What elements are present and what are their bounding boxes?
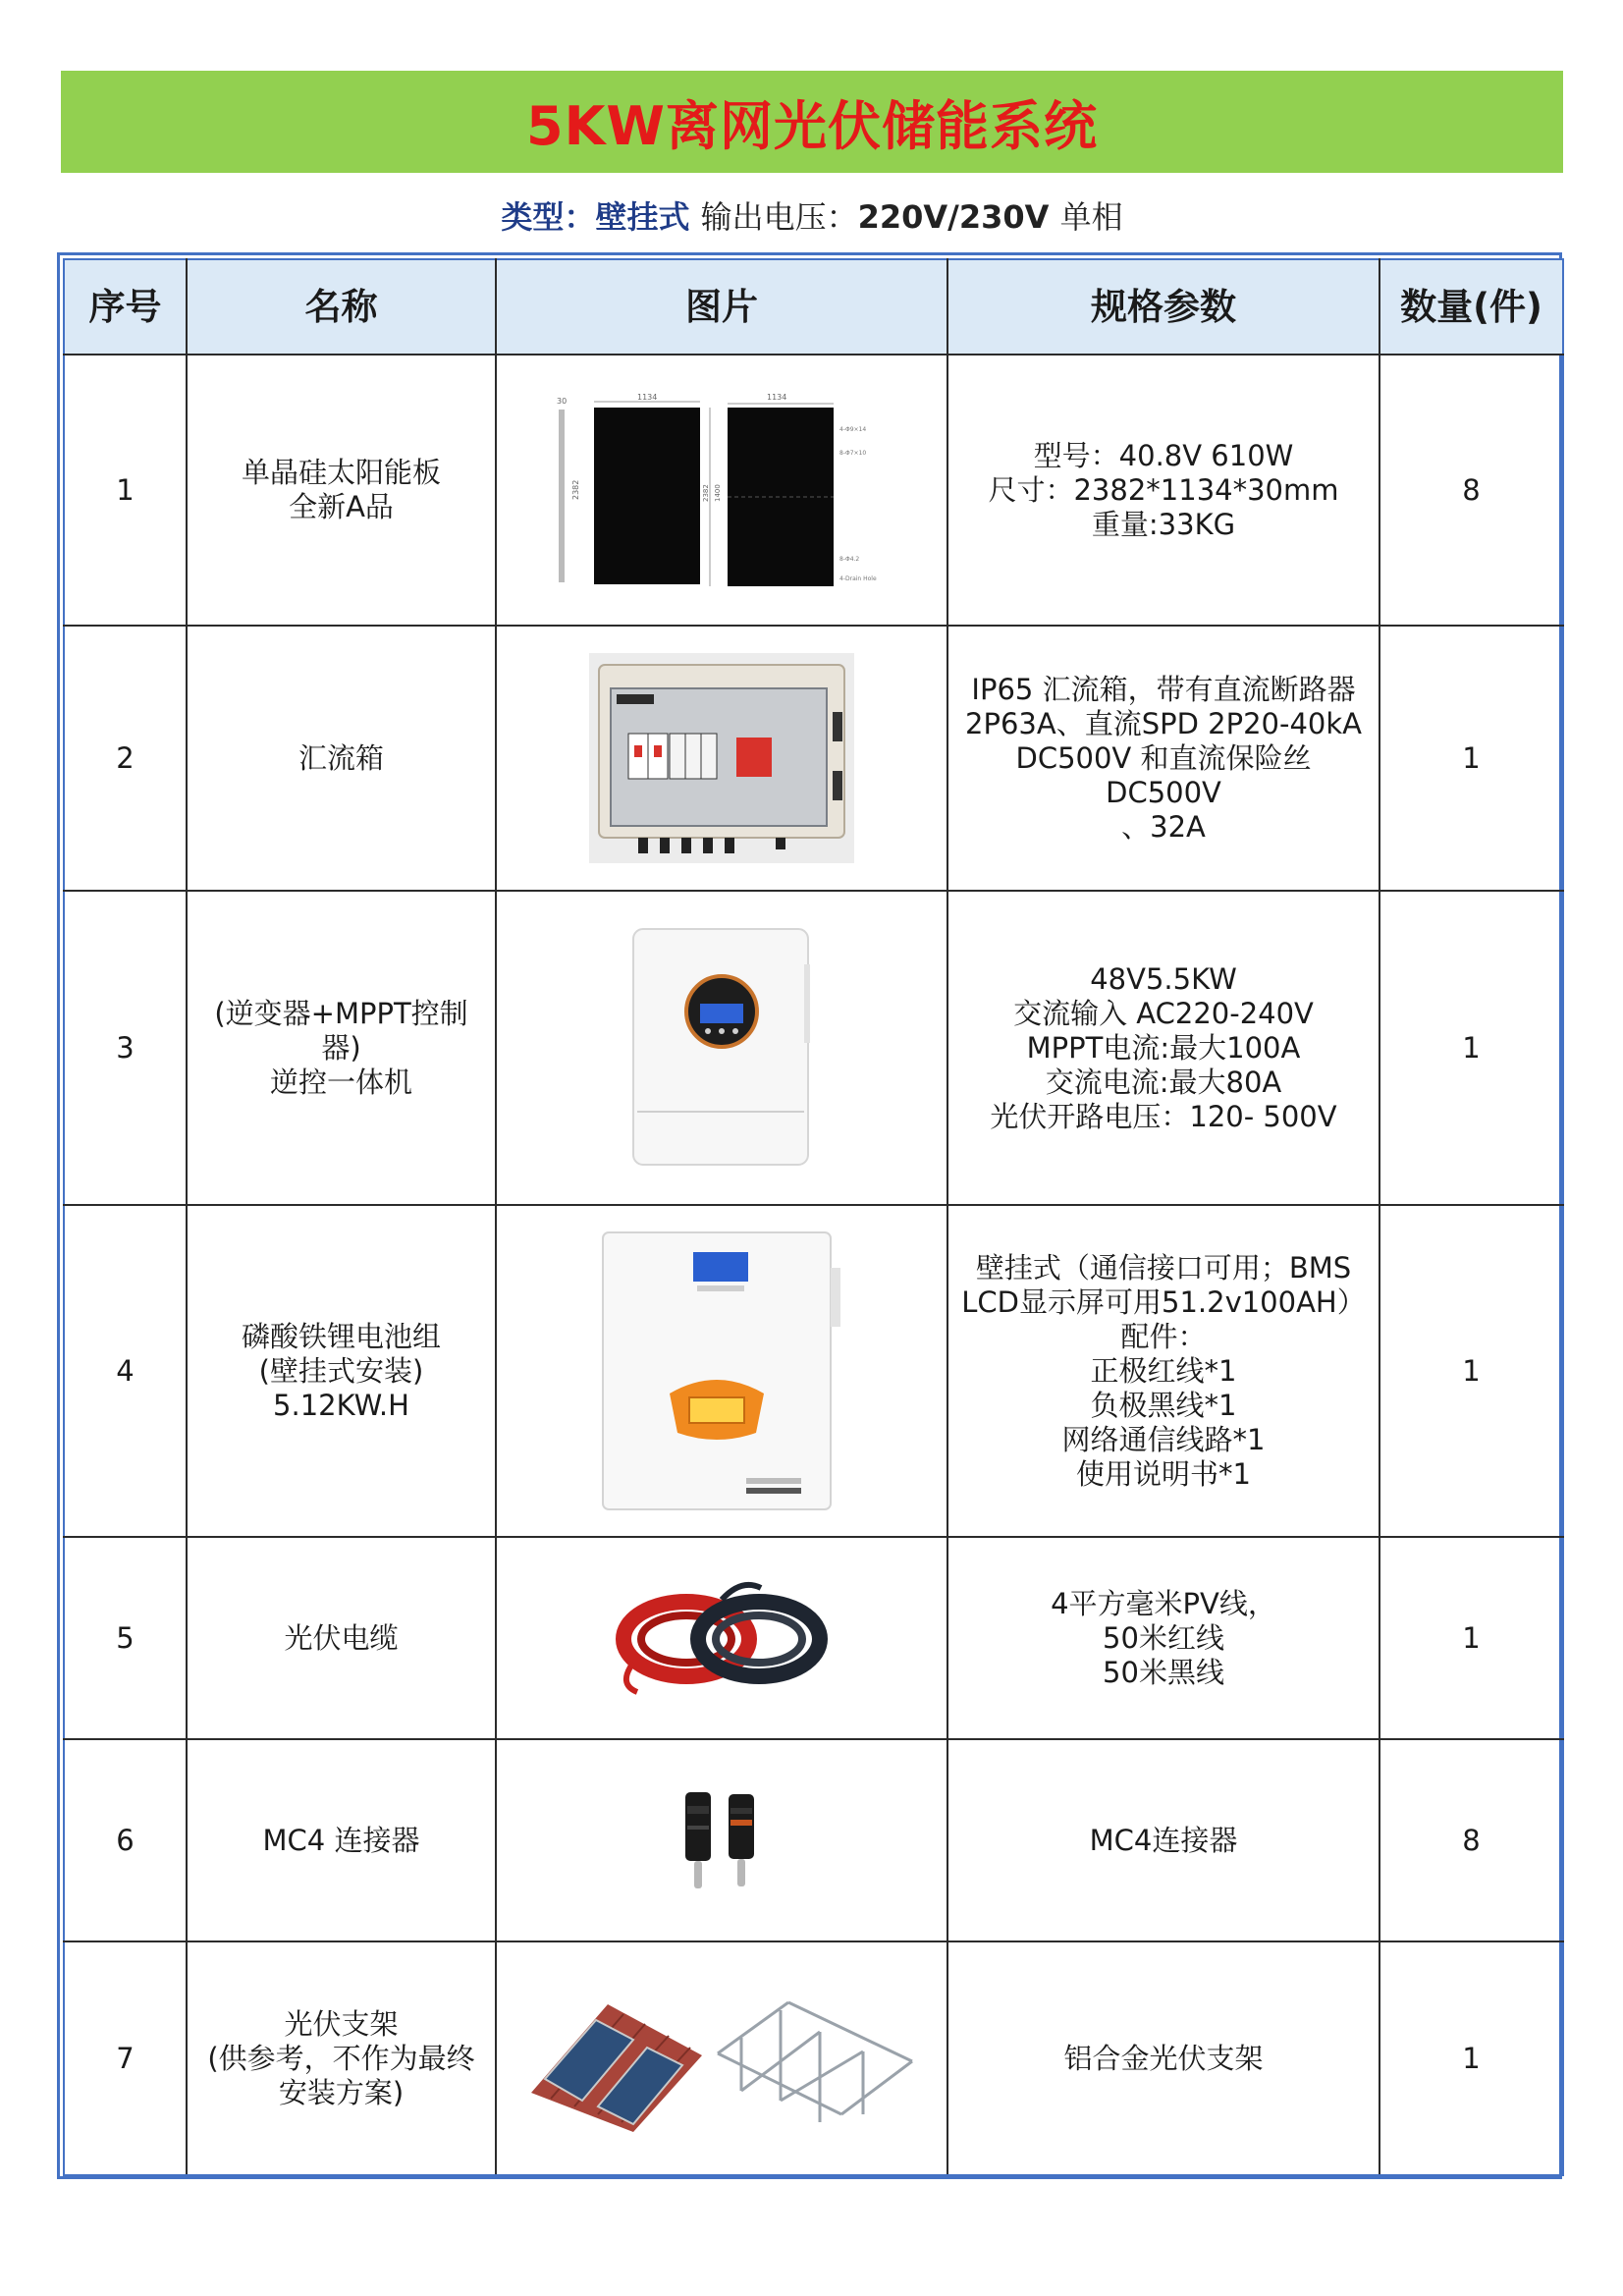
row-specs: IP65 汇流箱，带有直流断路器 2P63A、直流SPD 2P20-40kA DC500V 和直流保险丝 DC500V 、32A bbox=[947, 626, 1380, 891]
svg-text:2382: 2382 bbox=[571, 479, 580, 500]
row-image bbox=[496, 1739, 947, 1941]
row-no: 2 bbox=[64, 626, 187, 891]
row-image bbox=[496, 1941, 947, 2175]
table-row bbox=[64, 1537, 1563, 1739]
row-qty: 1 bbox=[1380, 626, 1563, 891]
mc4-connector-icon bbox=[658, 1786, 785, 1894]
voltage-label: 输出电压： bbox=[700, 198, 858, 236]
table-row bbox=[64, 1739, 1563, 1941]
svg-text:4-Drain Hole: 4-Drain Hole bbox=[839, 575, 877, 582]
row-image bbox=[496, 891, 947, 1205]
equipment-table bbox=[63, 258, 1564, 2176]
row-specs: 型号：40.8V 610W 尺寸：2382*1134*30mm 重量:33KG bbox=[947, 355, 1380, 626]
row-no: 3 bbox=[64, 891, 187, 1205]
row-specs: 48V5.5KW 交流输入 AC220-240V MPPT电流:最大100A 交流电流:最大80A 光伏开路电压：120- 500V bbox=[947, 891, 1380, 1205]
row-no: 6 bbox=[64, 1739, 187, 1941]
row-specs: 壁挂式（通信接口可用；BMS LCD显示屏可用51.2v100AH） 配件： 正极红线*1 负极黑线*1 网络通信线路*1 使用说明书*1 bbox=[947, 1205, 1380, 1537]
table-row bbox=[64, 1941, 1563, 2175]
row-name: 单晶硅太阳能板 全新A品 bbox=[187, 355, 496, 626]
row-name: 光伏电缆 bbox=[187, 1537, 496, 1739]
row-name: MC4 连接器 bbox=[187, 1739, 496, 1941]
row-name: 光伏支架 (供参考，不作为最终 安装方案) bbox=[187, 1941, 496, 2175]
subtitle bbox=[61, 192, 1563, 238]
row-qty: 1 bbox=[1380, 891, 1563, 1205]
row-qty: 1 bbox=[1380, 1537, 1563, 1739]
row-image bbox=[496, 1537, 947, 1739]
row-specs: 铝合金光伏支架 bbox=[947, 1941, 1380, 2175]
row-no: 4 bbox=[64, 1205, 187, 1537]
table-row bbox=[64, 891, 1563, 1205]
svg-text:2382: 2382 bbox=[702, 484, 710, 502]
combiner-box-icon bbox=[589, 653, 854, 863]
pv-mounting-bracket-icon bbox=[525, 1985, 918, 2132]
phase-label: 单相 bbox=[1059, 198, 1123, 236]
table-row bbox=[64, 355, 1563, 626]
row-name: (逆变器+MPPT控制 器) 逆控一体机 bbox=[187, 891, 496, 1205]
svg-text:30: 30 bbox=[557, 397, 568, 406]
svg-text:1400: 1400 bbox=[714, 484, 722, 502]
row-specs: 4平方毫米PV线， 50米红线 50米黑线 bbox=[947, 1537, 1380, 1739]
svg-text:1134: 1134 bbox=[637, 393, 658, 402]
svg-text:8-Φ7×10: 8-Φ7×10 bbox=[839, 450, 867, 457]
equipment-table-frame bbox=[57, 252, 1562, 2179]
table-row bbox=[64, 1205, 1563, 1537]
row-image bbox=[496, 355, 947, 626]
row-qty: 1 bbox=[1380, 1205, 1563, 1537]
row-name: 汇流箱 bbox=[187, 626, 496, 891]
title-banner bbox=[61, 71, 1563, 173]
header-name: 名称 bbox=[187, 259, 496, 355]
row-no: 5 bbox=[64, 1537, 187, 1739]
header-image: 图片 bbox=[496, 259, 947, 355]
svg-text:4-Φ9×14: 4-Φ9×14 bbox=[839, 426, 867, 433]
row-no: 1 bbox=[64, 355, 187, 626]
row-specs: MC4连接器 bbox=[947, 1739, 1380, 1941]
pv-cable-icon bbox=[614, 1574, 830, 1702]
row-qty: 1 bbox=[1380, 1941, 1563, 2175]
page-title: 5KW离网光伏储能系统 bbox=[526, 94, 1098, 157]
svg-text:1134: 1134 bbox=[767, 393, 787, 402]
solar-panel-drawing-icon bbox=[545, 392, 898, 588]
row-image bbox=[496, 1205, 947, 1537]
row-qty: 8 bbox=[1380, 1739, 1563, 1941]
voltage-value: 220V/230V bbox=[857, 198, 1050, 236]
type-label: 类型： bbox=[501, 198, 596, 236]
header-no: 序号 bbox=[64, 259, 187, 355]
svg-text:8-Φ4.2: 8-Φ4.2 bbox=[839, 556, 860, 563]
inverter-icon bbox=[623, 925, 820, 1171]
header-specs: 规格参数 bbox=[947, 259, 1380, 355]
type-value: 壁挂式 bbox=[595, 198, 690, 236]
row-image bbox=[496, 626, 947, 891]
row-qty: 8 bbox=[1380, 355, 1563, 626]
table-row bbox=[64, 626, 1563, 891]
row-no: 7 bbox=[64, 1941, 187, 2175]
battery-pack-icon bbox=[599, 1229, 844, 1513]
row-name: 磷酸铁锂电池组 (壁挂式安装) 5.12KW.H bbox=[187, 1205, 496, 1537]
table-header-row bbox=[64, 259, 1563, 355]
header-qty: 数量(件) bbox=[1380, 259, 1563, 355]
